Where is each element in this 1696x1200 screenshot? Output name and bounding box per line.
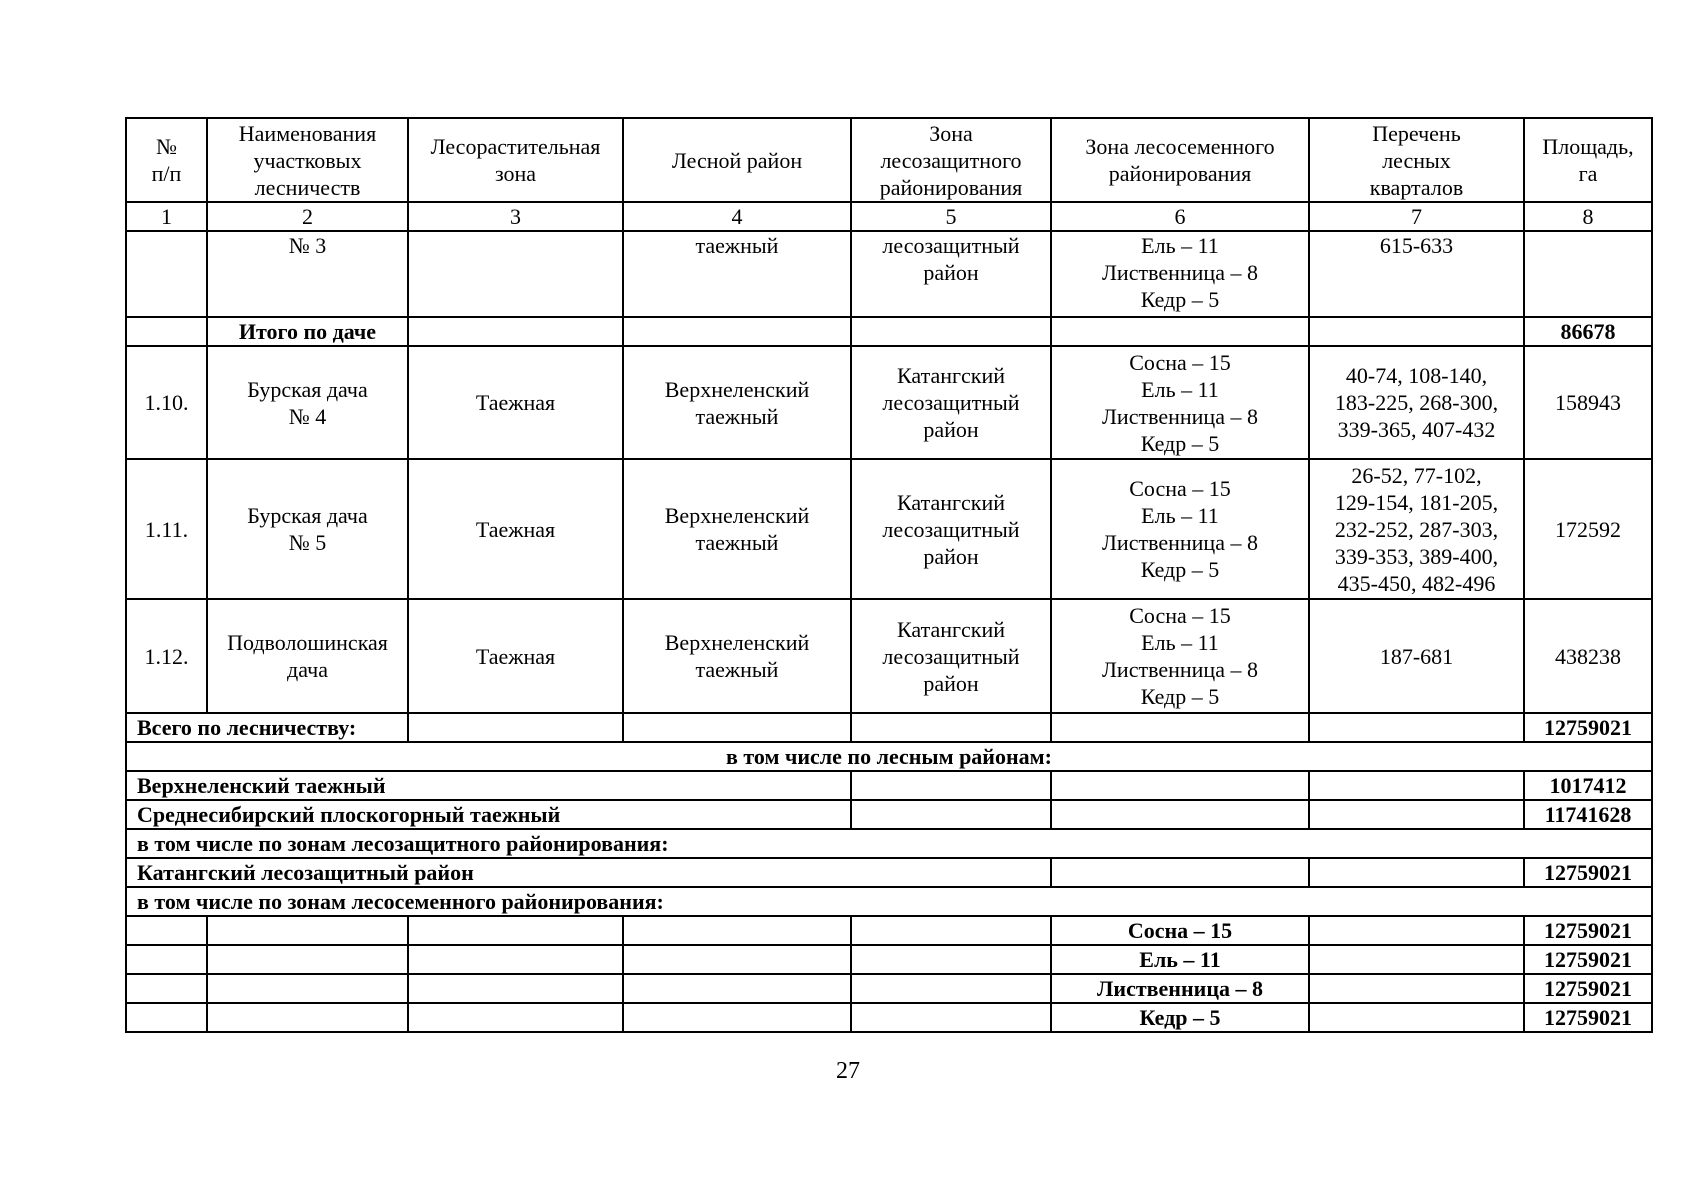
empty-cell	[1309, 800, 1524, 829]
header-cell-veg-zone: Лесорастительная зона	[408, 118, 623, 202]
empty-cell	[1309, 974, 1524, 1003]
row-protection-zone-cell: Катангский лесозащитный район	[851, 599, 1051, 713]
table-row-continued	[126, 231, 1652, 317]
empty-cell	[851, 916, 1051, 945]
seed-zone-label: Ель – 11	[1051, 945, 1309, 974]
header-cell-protection-zone: Зона лесозащитного районирования	[851, 118, 1051, 202]
table-row	[126, 346, 1652, 459]
row-area-cell: 438238	[1524, 599, 1652, 713]
row-number-cell	[126, 231, 207, 317]
section-header-districts: в том числе по лесным районам:	[126, 742, 1652, 771]
row-seed-zone-cell: Ель – 11 Лиственница – 8 Кедр – 5	[1051, 231, 1309, 317]
empty-cell	[408, 713, 623, 742]
seed-row	[126, 1003, 1652, 1032]
empty-cell	[1309, 771, 1524, 800]
empty-cell	[1309, 1003, 1524, 1032]
row-veg-zone-cell: Таежная	[408, 346, 623, 459]
page-number: 27	[836, 1058, 860, 1084]
table-row	[126, 599, 1652, 713]
row-veg-zone-cell	[408, 231, 623, 317]
row-protection-zone-cell: Катангский лесозащитный район	[851, 459, 1051, 599]
seed-row	[126, 974, 1652, 1003]
row-district-cell: таежный	[623, 231, 851, 317]
row-area-cell: 158943	[1524, 346, 1652, 459]
seed-zone-area: 12759021	[1524, 974, 1652, 1003]
seed-zone-area: 12759021	[1524, 916, 1652, 945]
empty-cell	[851, 713, 1051, 742]
row-seed-zone-cell: Сосна – 15 Ель – 11 Лиственница – 8 Кедр – 5	[1051, 599, 1309, 713]
empty-cell	[1051, 858, 1309, 887]
row-seed-zone-cell: Сосна – 15 Ель – 11 Лиственница – 8 Кедр – 5	[1051, 346, 1309, 459]
header-cell-seed-zone: Зона лесосеменного районирования	[1051, 118, 1309, 202]
empty-cell	[623, 713, 851, 742]
row-veg-zone-cell: Таежная	[408, 599, 623, 713]
header-row	[126, 118, 1652, 202]
seed-zone-label: Лиственница – 8	[1051, 974, 1309, 1003]
summary-label: Верхнеленский таежный	[126, 771, 851, 800]
header-cell-number: № п/п	[126, 118, 207, 202]
empty-cell	[851, 800, 1051, 829]
row-district-cell: Верхнеленский таежный	[623, 346, 851, 459]
summary-area: 12759021	[1524, 858, 1652, 887]
row-seed-zone-cell: Сосна – 15 Ель – 11 Лиственница – 8 Кедр – 5	[1051, 459, 1309, 599]
empty-cell	[408, 916, 623, 945]
row-number-cell: 1.12.	[126, 599, 207, 713]
row-number-cell: 1.10.	[126, 346, 207, 459]
column-number: 1	[126, 202, 207, 231]
total-label: Всего по лесничеству:	[126, 713, 408, 742]
column-number-row	[126, 202, 1652, 231]
empty-cell	[851, 317, 1051, 346]
empty-cell	[126, 1003, 207, 1032]
empty-cell	[126, 945, 207, 974]
empty-cell	[408, 945, 623, 974]
empty-cell	[851, 945, 1051, 974]
subtotal-row	[126, 317, 1652, 346]
column-number: 6	[1051, 202, 1309, 231]
row-district-cell: Верхнеленский таежный	[623, 599, 851, 713]
table-row	[126, 459, 1652, 599]
section-header-protection: в том числе по зонам лесозащитного районирования:	[126, 829, 1652, 858]
row-area-cell	[1524, 231, 1652, 317]
seed-row	[126, 945, 1652, 974]
row-protection-zone-cell: Катангский лесозащитный район	[851, 346, 1051, 459]
empty-cell	[623, 1003, 851, 1032]
empty-cell	[1051, 317, 1309, 346]
row-quarters-cell: 187-681	[1309, 599, 1524, 713]
column-number: 5	[851, 202, 1051, 231]
header-cell-quarters: Перечень лесных кварталов	[1309, 118, 1524, 202]
empty-cell	[207, 916, 408, 945]
summary-row	[126, 858, 1652, 887]
row-name-cell: Подволошинская дача	[207, 599, 408, 713]
empty-cell	[1309, 945, 1524, 974]
empty-cell	[126, 974, 207, 1003]
empty-cell	[408, 1003, 623, 1032]
empty-cell	[623, 916, 851, 945]
row-quarters-cell: 26-52, 77-102, 129-154, 181-205, 232-252, 287-303, 339-353, 389-400, 435-450, 482-496	[1309, 459, 1524, 599]
empty-cell	[1309, 916, 1524, 945]
column-number: 8	[1524, 202, 1652, 231]
section-header-row	[126, 829, 1652, 858]
row-district-cell: Верхнеленский таежный	[623, 459, 851, 599]
header-cell-district: Лесной район	[623, 118, 851, 202]
empty-cell	[126, 916, 207, 945]
row-protection-zone-cell: лесозащитный район	[851, 231, 1051, 317]
subtotal-number-cell	[126, 317, 207, 346]
empty-cell	[623, 974, 851, 1003]
total-area: 12759021	[1524, 713, 1652, 742]
row-name-cell: Бурская дача № 5	[207, 459, 408, 599]
row-quarters-cell: 615-633	[1309, 231, 1524, 317]
empty-cell	[1309, 317, 1524, 346]
forestry-table	[125, 117, 1653, 1033]
empty-cell	[1309, 858, 1524, 887]
empty-cell	[408, 317, 623, 346]
header-cell-area: Площадь, га	[1524, 118, 1652, 202]
empty-cell	[1051, 771, 1309, 800]
seed-zone-area: 12759021	[1524, 945, 1652, 974]
summary-row	[126, 771, 1652, 800]
empty-cell	[408, 974, 623, 1003]
column-number: 2	[207, 202, 408, 231]
total-row	[126, 713, 1652, 742]
empty-cell	[1051, 800, 1309, 829]
column-number: 4	[623, 202, 851, 231]
subtotal-area: 86678	[1524, 317, 1652, 346]
seed-zone-area: 12759021	[1524, 1003, 1652, 1032]
empty-cell	[1309, 713, 1524, 742]
section-header-seed: в том числе по зонам лесосеменного районирования:	[126, 887, 1652, 916]
section-header-row	[126, 742, 1652, 771]
header-cell-name: Наименования участковых лесничеств	[207, 118, 408, 202]
empty-cell	[623, 317, 851, 346]
column-number: 7	[1309, 202, 1524, 231]
seed-zone-label: Кедр – 5	[1051, 1003, 1309, 1032]
summary-area: 1017412	[1524, 771, 1652, 800]
row-number-cell: 1.11.	[126, 459, 207, 599]
empty-cell	[207, 1003, 408, 1032]
empty-cell	[207, 974, 408, 1003]
row-name-cell: Бурская дача № 4	[207, 346, 408, 459]
empty-cell	[1051, 713, 1309, 742]
row-veg-zone-cell: Таежная	[408, 459, 623, 599]
summary-row	[126, 800, 1652, 829]
row-name-cell: № 3	[207, 231, 408, 317]
summary-area: 11741628	[1524, 800, 1652, 829]
empty-cell	[851, 974, 1051, 1003]
empty-cell	[623, 945, 851, 974]
empty-cell	[851, 771, 1051, 800]
seed-row	[126, 916, 1652, 945]
subtotal-label: Итого по даче	[207, 317, 408, 346]
summary-label: Среднесибирский плоскогорный таежный	[126, 800, 851, 829]
row-quarters-cell: 40-74, 108-140, 183-225, 268-300, 339-365, 407-432	[1309, 346, 1524, 459]
seed-zone-label: Сосна – 15	[1051, 916, 1309, 945]
row-area-cell: 172592	[1524, 459, 1652, 599]
summary-label: Катангский лесозащитный район	[126, 858, 1051, 887]
section-header-row	[126, 887, 1652, 916]
empty-cell	[851, 1003, 1051, 1032]
empty-cell	[207, 945, 408, 974]
column-number: 3	[408, 202, 623, 231]
